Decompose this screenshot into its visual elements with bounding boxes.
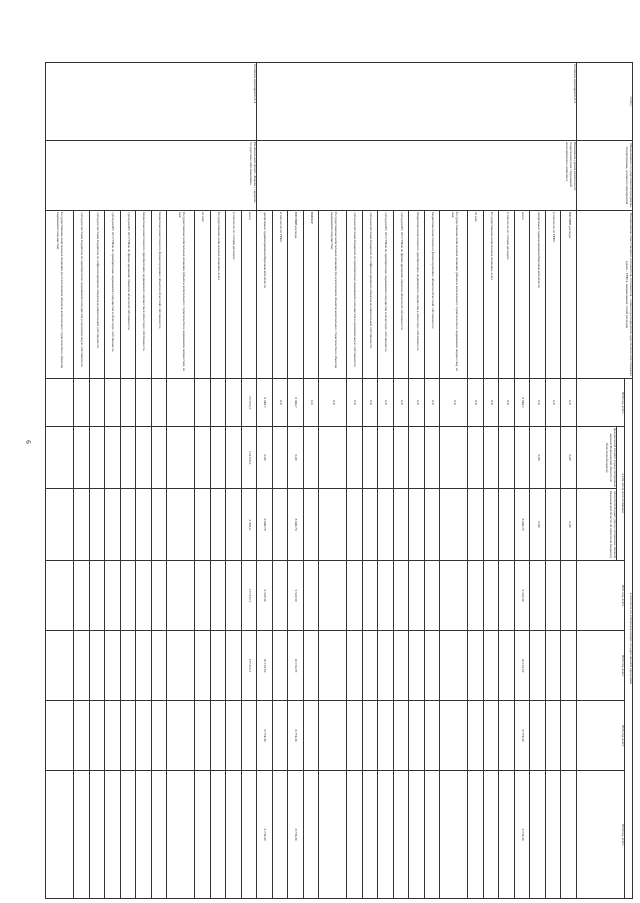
- value-2020: [151, 379, 167, 427]
- value-2024: [105, 771, 121, 899]
- value-regional: [136, 489, 152, 561]
- value-regional: [362, 489, 378, 561]
- value-2021: [120, 561, 136, 631]
- value-federal: [136, 427, 152, 489]
- row-label: субсидии БУ, АУ, ГУПам по финансированию объектов областной собственности: [393, 211, 409, 379]
- value-2020: 0,0: [545, 379, 561, 427]
- value-2021: [151, 561, 167, 631]
- row-label: Государственные капитальные вложения (за исключением объектов капитального строительства и объектов недвижимого имущества): [46, 211, 74, 379]
- value-2020: [46, 379, 74, 427]
- header-by-sources: в том числе по источникам:: [617, 427, 625, 561]
- value-2021: [89, 561, 105, 631]
- value-2022: [393, 631, 409, 701]
- value-federal: 0,00: [561, 427, 577, 489]
- header-executor: Наименование ответственного исполнителя, исполнителя - главного распорядителя средств областного бюджета (далее - ГРБС), наименование статей расходов: [577, 211, 633, 379]
- value-2024: [195, 771, 211, 899]
- value-2022: [151, 631, 167, 701]
- value-2020: 0,0: [440, 379, 468, 427]
- value-2024: [545, 771, 561, 899]
- value-2020: [89, 379, 105, 427]
- value-2020: 0,0: [362, 379, 378, 427]
- row-label: субсидии БУ, АУ, ГУПам по приобретению недвижимого имущества в областную собственность: [105, 211, 121, 379]
- value-regional: [499, 489, 515, 561]
- value-federal: [73, 427, 89, 489]
- header-2022: 2022 год, всего: [577, 631, 625, 701]
- value-2022: [226, 631, 242, 701]
- value-2020: 0,0: [347, 379, 363, 427]
- value-2021: [483, 561, 499, 631]
- value-2023: [468, 701, 484, 771]
- value-2021: [210, 561, 226, 631]
- value-2021: [561, 561, 577, 631]
- value-2020: 0,0: [483, 379, 499, 427]
- header-stages: в том числе по этапам реализации государственной программы: [625, 379, 633, 899]
- value-federal: [545, 427, 561, 489]
- value-regional: [303, 489, 319, 561]
- value-federal: [424, 427, 440, 489]
- row-program-name: Региональный проект «Борьба с сердечно-сосудистыми заболеваниями»: [46, 141, 257, 211]
- value-2021: 9 518,50: [257, 561, 273, 631]
- value-2022: [530, 631, 546, 701]
- value-2022: [272, 631, 288, 701]
- value-2021: [468, 561, 484, 631]
- value-federal: [105, 427, 121, 489]
- value-2022: [46, 631, 74, 701]
- value-2022: [468, 631, 484, 701]
- value-2024: [561, 771, 577, 899]
- value-2023: [120, 701, 136, 771]
- value-2020: [167, 379, 195, 427]
- row-label: НИОКР: [303, 211, 319, 379]
- value-2022: [409, 631, 425, 701]
- value-2023: [151, 701, 167, 771]
- value-2024: [424, 771, 440, 899]
- value-regional: [483, 489, 499, 561]
- value-regional: [319, 489, 347, 561]
- value-2020: 0,0: [303, 379, 319, 427]
- value-2023: [378, 701, 394, 771]
- value-2022: 10 153,70: [257, 631, 273, 701]
- budget-table: [45, 62, 633, 899]
- value-2024: [347, 771, 363, 899]
- value-2023: [393, 701, 409, 771]
- value-federal: [378, 427, 394, 489]
- value-2020: 0,0: [319, 379, 347, 427]
- value-2024: [73, 771, 89, 899]
- row-program-name: Повышение уровня безопасности гидротехнических сооружений мелиоративного комплекса: [257, 141, 577, 211]
- value-2021: [362, 561, 378, 631]
- value-2024: [167, 771, 195, 899]
- value-federal: [409, 427, 425, 489]
- value-2021: [272, 561, 288, 631]
- value-2022: 177 815,7: [241, 631, 257, 701]
- value-2022: [483, 631, 499, 701]
- value-2022: [120, 631, 136, 701]
- value-2023: [424, 701, 440, 771]
- value-regional: [46, 489, 74, 561]
- value-2020: [136, 379, 152, 427]
- value-regional: 0,00: [561, 489, 577, 561]
- value-2024: [89, 771, 105, 899]
- row-label: Государственные капитальные вложения, всего: [210, 211, 226, 379]
- row-status: Основное мероприятие 8.3: [257, 63, 577, 141]
- value-regional: [468, 489, 484, 561]
- value-2023: [440, 701, 468, 771]
- value-2020: 177 815,7: [241, 379, 257, 427]
- value-2022: [195, 631, 211, 701]
- value-2023: 8 774,30: [514, 701, 530, 771]
- value-federal: [483, 427, 499, 489]
- row-label: Государственные капитальные вложения (объекты капитального строительства и недвижимое имущество), из них:: [167, 211, 195, 379]
- value-regional: 3 556,4: [241, 489, 257, 561]
- value-2020: [120, 379, 136, 427]
- value-federal: [362, 427, 378, 489]
- value-2023: [241, 701, 257, 771]
- row-status: Основное мероприятие 8.4: [46, 63, 257, 141]
- value-2022: [303, 631, 319, 701]
- value-2022: [210, 631, 226, 701]
- value-2022: [89, 631, 105, 701]
- value-2021: [545, 561, 561, 631]
- value-2021: [303, 561, 319, 631]
- value-2022: [136, 631, 152, 701]
- budget-table-container: [45, 62, 633, 898]
- value-2023: [483, 701, 499, 771]
- value-2020: 8 948,7: [288, 379, 304, 427]
- row-label: Государственные капитальные вложения (за исключением объектов капитального строительства и объектов недвижимого имущества): [319, 211, 347, 379]
- row-label: департамент здравоохранения Воронежской области: [530, 211, 546, 379]
- value-federal: [347, 427, 363, 489]
- value-regional: [378, 489, 394, 561]
- value-2021: [499, 561, 515, 631]
- value-2024: [362, 771, 378, 899]
- value-2022: [424, 631, 440, 701]
- row-label: субсидии БУ, АУ, ГУПам по финансированию объектов областной собственности: [120, 211, 136, 379]
- value-federal: [499, 427, 515, 489]
- value-2023: [362, 701, 378, 771]
- value-2022: [561, 631, 577, 701]
- value-2023: [272, 701, 288, 771]
- value-2024: [136, 771, 152, 899]
- value-regional: [73, 489, 89, 561]
- value-2022: [499, 631, 515, 701]
- header-2023: 2023 год, всего: [577, 701, 625, 771]
- value-regional: [347, 489, 363, 561]
- value-2023: [319, 701, 347, 771]
- value-federal: 0,00: [288, 427, 304, 489]
- value-2024: [46, 771, 74, 899]
- value-2020: 0,0: [378, 379, 394, 427]
- value-2021: [378, 561, 394, 631]
- value-regional: 8 948,70: [288, 489, 304, 561]
- row-label: субсидии местным бюджетам по приобретению недвижимого имущества в муниципальную собственность: [347, 211, 363, 379]
- header-federal: федеральный бюджет (предусмотренные законом Воронежской области об областном бюджете): [577, 427, 617, 489]
- value-2023: [167, 701, 195, 771]
- value-2024: [468, 771, 484, 899]
- value-2020: 0,0: [468, 379, 484, 427]
- value-2024: [319, 771, 347, 899]
- value-2020: 0,0: [561, 379, 577, 427]
- row-label: бюджетные инвестиции по приобретению недвижимого имущества в областную собственность: [409, 211, 425, 379]
- value-2020: 0,0: [530, 379, 546, 427]
- value-2024: [303, 771, 319, 899]
- value-2021: 9 518,50: [288, 561, 304, 631]
- row-label: ПРОЧИЕ расходы: [561, 211, 577, 379]
- value-2023: [303, 701, 319, 771]
- value-federal: 174 259,3: [241, 427, 257, 489]
- row-label: в том числе по ГРБС:: [272, 211, 288, 379]
- value-federal: [195, 427, 211, 489]
- value-federal: [151, 427, 167, 489]
- value-2020: 0,0: [393, 379, 409, 427]
- header-regional: областной бюджет (предусмотренные законом Воронежской области об областном бюджете): [577, 489, 617, 561]
- row-label: из них:: [195, 211, 211, 379]
- table-row: [241, 63, 257, 899]
- value-2022: [347, 631, 363, 701]
- row-label: ПРОЧИЕ расходы: [288, 211, 304, 379]
- value-2021: [73, 561, 89, 631]
- row-label: субсидии местным бюджетам по софинансированию объектов муниципальной собственности: [89, 211, 105, 379]
- value-2023: [210, 701, 226, 771]
- value-2021: [195, 561, 211, 631]
- value-federal: [89, 427, 105, 489]
- value-federal: [46, 427, 74, 489]
- row-label: Государственные капитальные вложения (объекты капитального строительства и недвижимое имущество), из них:: [440, 211, 468, 379]
- value-2020: 0,0: [409, 379, 425, 427]
- value-regional: [226, 489, 242, 561]
- header-2020: 2020 год, всего: [577, 379, 625, 427]
- value-2020: [226, 379, 242, 427]
- value-2024: 8 774,30: [257, 771, 273, 899]
- value-2024: [440, 771, 468, 899]
- value-2021: [409, 561, 425, 631]
- value-2024: [409, 771, 425, 899]
- row-label: бюджетные инвестиции по финансированию объектов областной собственности: [151, 211, 167, 379]
- value-2022: [167, 631, 195, 701]
- value-federal: [167, 427, 195, 489]
- value-2024: [272, 771, 288, 899]
- value-2023: [226, 701, 242, 771]
- value-federal: [226, 427, 242, 489]
- row-label: бюджетные инвестиции по приобретению недвижимого имущества в областную собственность: [136, 211, 152, 379]
- value-2023: [89, 701, 105, 771]
- value-2024: [483, 771, 499, 899]
- value-2024: 8 774,30: [288, 771, 304, 899]
- value-2022: [105, 631, 121, 701]
- value-2024: [530, 771, 546, 899]
- value-2020: 8 948,7: [257, 379, 273, 427]
- value-2020: 0,0: [272, 379, 288, 427]
- value-2024: [210, 771, 226, 899]
- value-2023: [499, 701, 515, 771]
- value-2023: [530, 701, 546, 771]
- value-2021: [424, 561, 440, 631]
- value-2024: [241, 771, 257, 899]
- value-2021: [167, 561, 195, 631]
- value-federal: [319, 427, 347, 489]
- value-2022: [362, 631, 378, 701]
- value-2021: [136, 561, 152, 631]
- value-federal: [468, 427, 484, 489]
- value-regional: 8 948,70: [514, 489, 530, 561]
- header-status: Статус: [577, 63, 633, 141]
- value-2022: 10 153,70: [514, 631, 530, 701]
- value-regional: [545, 489, 561, 561]
- value-regional: [195, 489, 211, 561]
- value-2020: 0,0: [499, 379, 515, 427]
- value-2024: 8 774,30: [514, 771, 530, 899]
- row-label: в том числе по статьям расходов:: [226, 211, 242, 379]
- value-regional: [440, 489, 468, 561]
- value-2020: [210, 379, 226, 427]
- value-federal: [440, 427, 468, 489]
- row-label: из них:: [468, 211, 484, 379]
- value-2022: [319, 631, 347, 701]
- value-federal: [272, 427, 288, 489]
- header-program-name: Наименование государственной программы, подпрограммы, основного мероприятия: [577, 141, 633, 211]
- value-2024: [151, 771, 167, 899]
- value-regional: [272, 489, 288, 561]
- value-2022: [378, 631, 394, 701]
- row-label: субсидии БУ, АУ, ГУПам по приобретению недвижимого имущества в областную собственность: [378, 211, 394, 379]
- value-federal: [303, 427, 319, 489]
- value-2023: [347, 701, 363, 771]
- value-2023: [195, 701, 211, 771]
- page-number: 6: [23, 440, 32, 444]
- value-2023: [409, 701, 425, 771]
- value-regional: [210, 489, 226, 561]
- value-2024: [120, 771, 136, 899]
- value-regional: [424, 489, 440, 561]
- row-label: Государственные капитальные вложения, всего: [483, 211, 499, 379]
- value-regional: 0,00: [530, 489, 546, 561]
- value-2021: [226, 561, 242, 631]
- value-2021: [393, 561, 409, 631]
- row-label: департамент здравоохранения Воронежской области: [257, 211, 273, 379]
- row-label: субсидии местным бюджетам по софинансированию объектов муниципальной собственности: [362, 211, 378, 379]
- table-body: [46, 63, 577, 899]
- value-2023: [73, 701, 89, 771]
- value-regional: [89, 489, 105, 561]
- value-federal: [514, 427, 530, 489]
- value-federal: 0,00: [257, 427, 273, 489]
- header-2024: 2024 год, всего: [577, 771, 625, 899]
- value-2024: [393, 771, 409, 899]
- value-2021: 177 815,7: [241, 561, 257, 631]
- value-2021: [105, 561, 121, 631]
- value-2020: [105, 379, 121, 427]
- value-2022: [73, 631, 89, 701]
- value-regional: 8 948,70: [257, 489, 273, 561]
- value-regional: [167, 489, 195, 561]
- value-federal: [210, 427, 226, 489]
- row-label: всего: [241, 211, 257, 379]
- value-federal: [393, 427, 409, 489]
- value-2023: [136, 701, 152, 771]
- row-label: в том числе по ГРБС:: [545, 211, 561, 379]
- row-label: бюджетные инвестиции по финансированию объектов областной собственности: [424, 211, 440, 379]
- row-label: в том числе по статьям расходов:: [499, 211, 515, 379]
- value-2021: [347, 561, 363, 631]
- value-2023: [46, 701, 74, 771]
- value-regional: [393, 489, 409, 561]
- value-2020: [73, 379, 89, 427]
- value-2020: 8 948,7: [514, 379, 530, 427]
- value-2021: [319, 561, 347, 631]
- value-2023: 8 774,30: [288, 701, 304, 771]
- value-2020: [195, 379, 211, 427]
- value-2024: [378, 771, 394, 899]
- header-2021: 2021 год, всего: [577, 561, 625, 631]
- value-2023: [545, 701, 561, 771]
- value-2021: [530, 561, 546, 631]
- value-2022: [440, 631, 468, 701]
- value-regional: [151, 489, 167, 561]
- value-2021: [440, 561, 468, 631]
- row-label: субсидии местным бюджетам по приобретению недвижимого имущества в муниципальную собственность: [73, 211, 89, 379]
- value-regional: [105, 489, 121, 561]
- value-2022: [545, 631, 561, 701]
- value-regional: [120, 489, 136, 561]
- value-2021: 9 518,50: [514, 561, 530, 631]
- value-2024: [499, 771, 515, 899]
- table-row: [561, 63, 577, 899]
- value-2023: [561, 701, 577, 771]
- value-2022: 10 153,70: [288, 631, 304, 701]
- row-label: всего: [514, 211, 530, 379]
- value-2024: [226, 771, 242, 899]
- value-federal: 0,00: [530, 427, 546, 489]
- value-2020: 0,0: [424, 379, 440, 427]
- value-2021: [46, 561, 74, 631]
- value-federal: [120, 427, 136, 489]
- value-2023: [105, 701, 121, 771]
- value-2023: 8 774,30: [257, 701, 273, 771]
- value-regional: [409, 489, 425, 561]
